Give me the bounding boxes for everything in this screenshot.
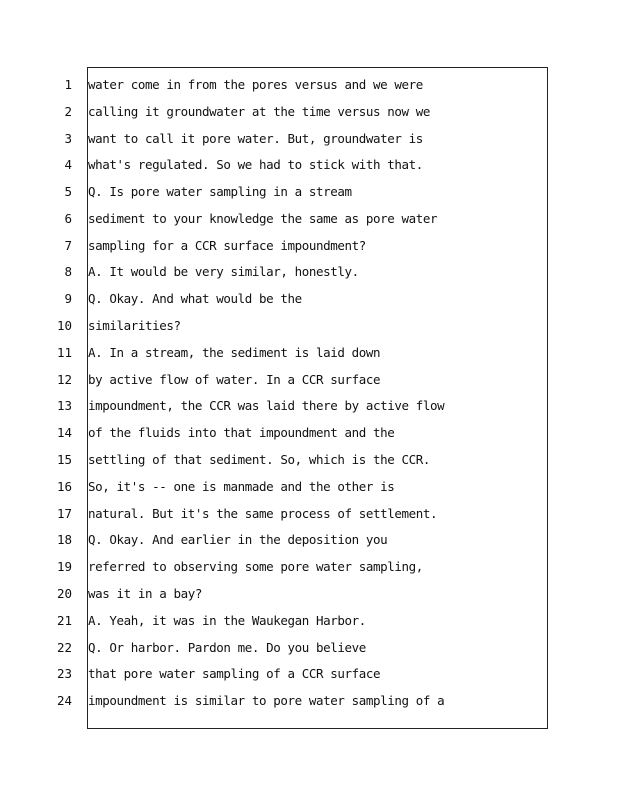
line-number: 10 <box>56 318 72 333</box>
transcript-line: impoundment, the CCR was laid there by active flow <box>88 399 445 413</box>
transcript-line: by active flow of water. In a CCR surface <box>88 373 381 387</box>
transcript-line: sediment to your knowledge the same as pore water <box>88 212 438 226</box>
transcript-line: calling it groundwater at the time versus now we <box>88 105 431 119</box>
transcript-line: of the fluids into that impoundment and the <box>88 426 395 440</box>
transcript-line: want to call it pore water. But, groundwater is <box>88 132 423 146</box>
line-number: 6 <box>64 211 72 226</box>
transcript-line: settling of that sediment. So, which is the CCR. <box>88 453 431 467</box>
line-number: 24 <box>56 693 72 708</box>
transcript-line: was it in a bay? <box>88 587 203 601</box>
transcript-line: Q. Or harbor. Pardon me. Do you believe <box>88 641 366 655</box>
line-number: 8 <box>64 264 72 279</box>
line-number: 21 <box>56 613 72 628</box>
transcript-line: A. Yeah, it was in the Waukegan Harbor. <box>88 614 366 628</box>
line-number: 3 <box>64 131 72 146</box>
line-number: 23 <box>56 666 72 681</box>
line-number: 11 <box>56 345 72 360</box>
transcript-line: water come in from the pores versus and we were <box>88 78 423 92</box>
line-number: 19 <box>56 559 72 574</box>
line-number: 7 <box>64 238 72 253</box>
transcript-line: Q. Okay. And earlier in the deposition you <box>88 533 388 547</box>
line-number: 2 <box>64 104 72 119</box>
transcript-line: Q. Okay. And what would be the <box>88 292 302 306</box>
line-number: 15 <box>56 452 72 467</box>
line-number: 18 <box>56 532 72 547</box>
transcript-line: that pore water sampling of a CCR surface <box>88 667 381 681</box>
line-number: 22 <box>56 640 72 655</box>
transcript-line: referred to observing some pore water sampling, <box>88 560 423 574</box>
transcript-line: Q. Is pore water sampling in a stream <box>88 185 352 199</box>
line-number: 14 <box>56 425 72 440</box>
line-number: 13 <box>56 398 72 413</box>
transcript-line: A. In a stream, the sediment is laid down <box>88 346 381 360</box>
line-number: 12 <box>56 372 72 387</box>
transcript-line: So, it's -- one is manmade and the other is <box>88 480 395 494</box>
transcript-line: what's regulated. So we had to stick with that. <box>88 158 423 172</box>
line-number: 1 <box>64 77 72 92</box>
line-number: 5 <box>64 184 72 199</box>
line-number: 4 <box>64 157 72 172</box>
line-number: 9 <box>64 291 72 306</box>
line-number: 20 <box>56 586 72 601</box>
line-number: 17 <box>56 506 72 521</box>
line-number: 16 <box>56 479 72 494</box>
transcript-line: impoundment is similar to pore water sampling of a <box>88 694 445 708</box>
transcript-line: similarities? <box>88 319 181 333</box>
transcript-line: A. It would be very similar, honestly. <box>88 265 359 279</box>
transcript-line: natural. But it's the same process of settlement. <box>88 507 438 521</box>
transcript-line: sampling for a CCR surface impoundment? <box>88 239 366 253</box>
